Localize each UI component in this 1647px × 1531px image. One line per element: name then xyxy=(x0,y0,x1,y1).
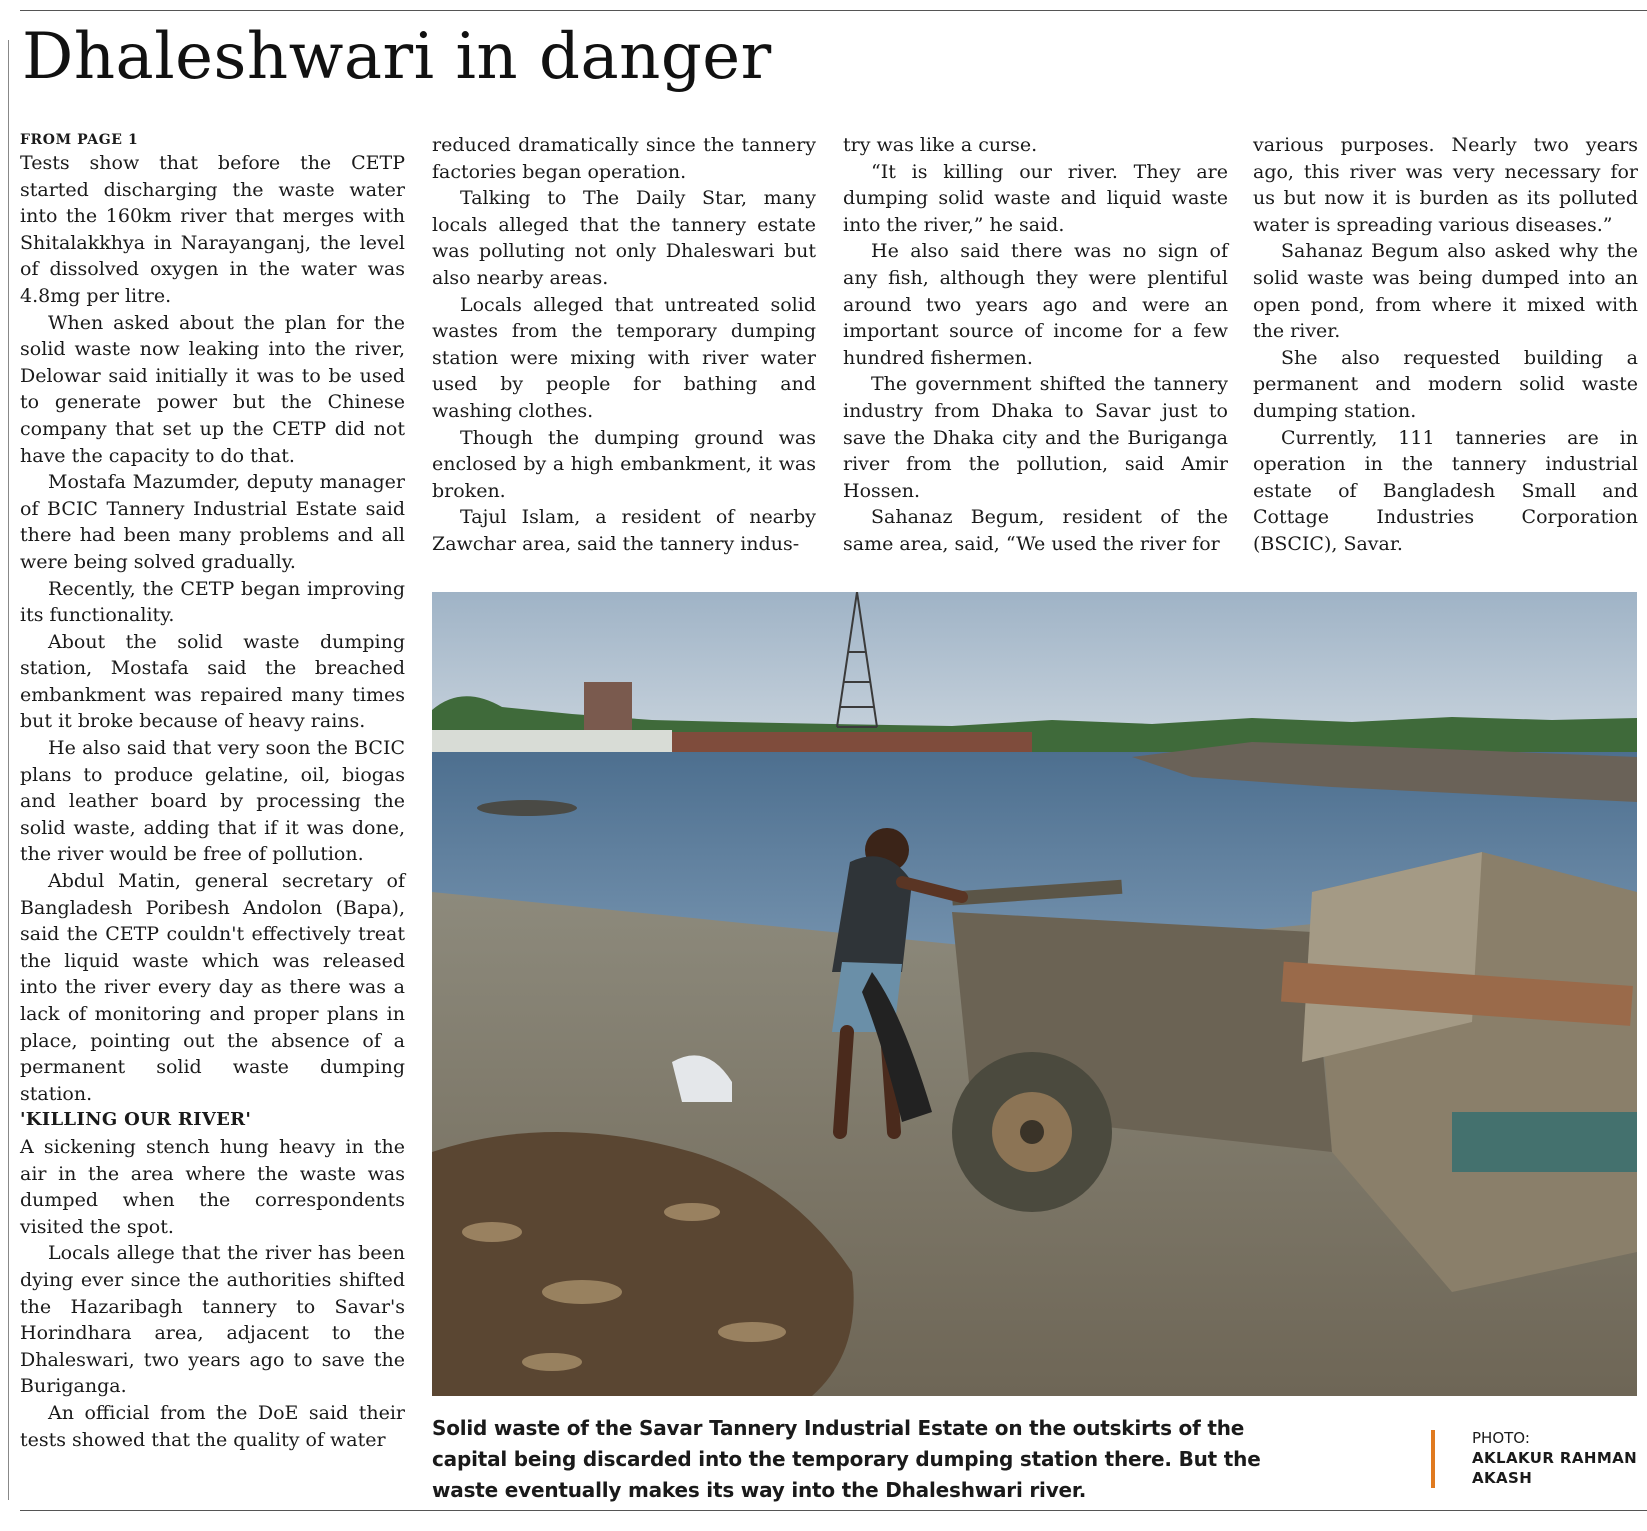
brick-wall xyxy=(672,732,1032,752)
credit-name: AKLAKUR RAHMAN AKASH xyxy=(1472,1449,1638,1487)
paragraph: Sahanaz Begum also asked why the solid waste was being dumped into an open pond, from where it mixed with the river. xyxy=(1253,240,1638,343)
credit-accent-bar xyxy=(1431,1430,1435,1488)
paragraph: Currently, 111 tanneries are in operation in the tannery industrial estate of Bangladesh Small and Cottage Industries Corporation (BSCIC), Savar. xyxy=(1253,426,1638,555)
kicker: FROM PAGE 1 xyxy=(20,132,139,148)
article-column-3 xyxy=(843,132,1228,558)
headline: Dhaleshwari in danger xyxy=(22,20,772,94)
paragraph: “It is killing our river. They are dumping solid waste and liquid waste into the river,” he said. xyxy=(843,160,1228,236)
article-column-2 xyxy=(432,132,816,558)
bottom-rule xyxy=(20,1510,1647,1511)
paragraph: When asked about the plan for the solid waste now leaking into the river, Delowar said initially it was to be used to generate power but the Chinese company that set up the CETP did not have the capacity to do that. xyxy=(20,311,405,467)
paragraph: Locals alleged that untreated solid wastes from the temporary dumping station were mixing with river water used by people for bathing and washing clothes. xyxy=(432,293,816,422)
paragraph: Locals allege that the river has been dying ever since the authorities shifted the Hazaribagh tannery to Savar's Horindhara area, adjacent to the Dhaleswari, two years ago to save the Buriganga. xyxy=(20,1242,405,1398)
credit-label: PHOTO: xyxy=(1472,1429,1530,1447)
building xyxy=(584,682,632,732)
paragraph: Mostafa Mazumder, deputy manager of BCIC Tannery Industrial Estate said there had been many problems and all were being solved gradually. xyxy=(20,471,405,573)
paragraph: Sahanaz Begum, resident of the same area, said, “We used the river for xyxy=(843,506,1228,555)
paragraph: He also said there was no sign of any fish, although they were plentiful around two years ago and were an important source of income for a few hundred fishermen. xyxy=(843,240,1228,369)
paragraph: Recently, the CETP began improving its functionality. xyxy=(20,577,405,627)
top-rule xyxy=(20,10,1647,11)
photo-caption: Solid waste of the Savar Tannery Industrial Estate on the outskirts of the capital being discarded into the temporary dumping station there. But the waste eventually makes its way into the Dhaleshwari river. xyxy=(432,1416,1261,1502)
photo-credit xyxy=(1472,1428,1647,1488)
paragraph: The government shifted the tannery industry from Dhaka to Savar just to save the Dhaka city and the Buriganga river from the pollution, said Amir Hossen. xyxy=(843,373,1228,502)
paragraph: She also requested building a permanent and modern solid waste dumping station. xyxy=(1253,346,1638,422)
paragraph: Tests show that before the CETP started discharging the waste water into the 160km river that merges with Shitalakkhya in Narayanganj, the level of dissolved oxygen in the water was 4.8mg per litre. xyxy=(20,152,405,307)
paragraph: try was like a curse. xyxy=(843,134,1038,156)
paragraph: An official from the DoE said their tests showed that the quality of water xyxy=(20,1401,405,1451)
paragraph: Though the dumping ground was enclosed by a high embankment, it was broken. xyxy=(432,426,816,502)
article-column-4 xyxy=(1253,132,1638,558)
paragraph: Tajul Islam, a resident of nearby Zawchar area, said the tannery indus- xyxy=(432,506,816,555)
news-photo xyxy=(432,592,1637,1396)
subhead: 'KILLING OUR RIVER' xyxy=(20,1109,252,1131)
article-column-1 xyxy=(20,130,405,1453)
paragraph: Talking to The Daily Star, many locals alleged that the tannery estate was polluting not only Dhaleswari but also nearby areas. xyxy=(432,187,816,289)
paragraph: He also said that very soon the BCIC plans to produce gelatine, oil, biogas and leather board by processing the solid waste, adding that if it was done, the river would be free of pollution. xyxy=(20,737,405,866)
left-column-rule xyxy=(8,40,9,1500)
paragraph: reduced dramatically since the tannery factories began operation. xyxy=(432,134,816,183)
paragraph: various purposes. Nearly two years ago, this river was very necessary for us but now it is burden as its polluted water is spreading various diseases.” xyxy=(1253,134,1638,236)
paragraph: About the solid waste dumping station, Mostafa said the breached embankment was repaired many times but it broke because of heavy rains. xyxy=(20,630,405,733)
paragraph: A sickening stench hung heavy in the air in the area where the waste was dumped when the correspondents visited the spot. xyxy=(20,1135,405,1238)
waste-mound xyxy=(477,800,577,816)
paragraph: Abdul Matin, general secretary of Bangladesh Poribesh Andolon (Bapa), said the CETP couldn't effectively treat the liquid waste which was released into the river every day as there was a lack of monitoring and proper plans in place, pointing out the absence of a permanent solid waste dumping station. xyxy=(20,870,405,1105)
